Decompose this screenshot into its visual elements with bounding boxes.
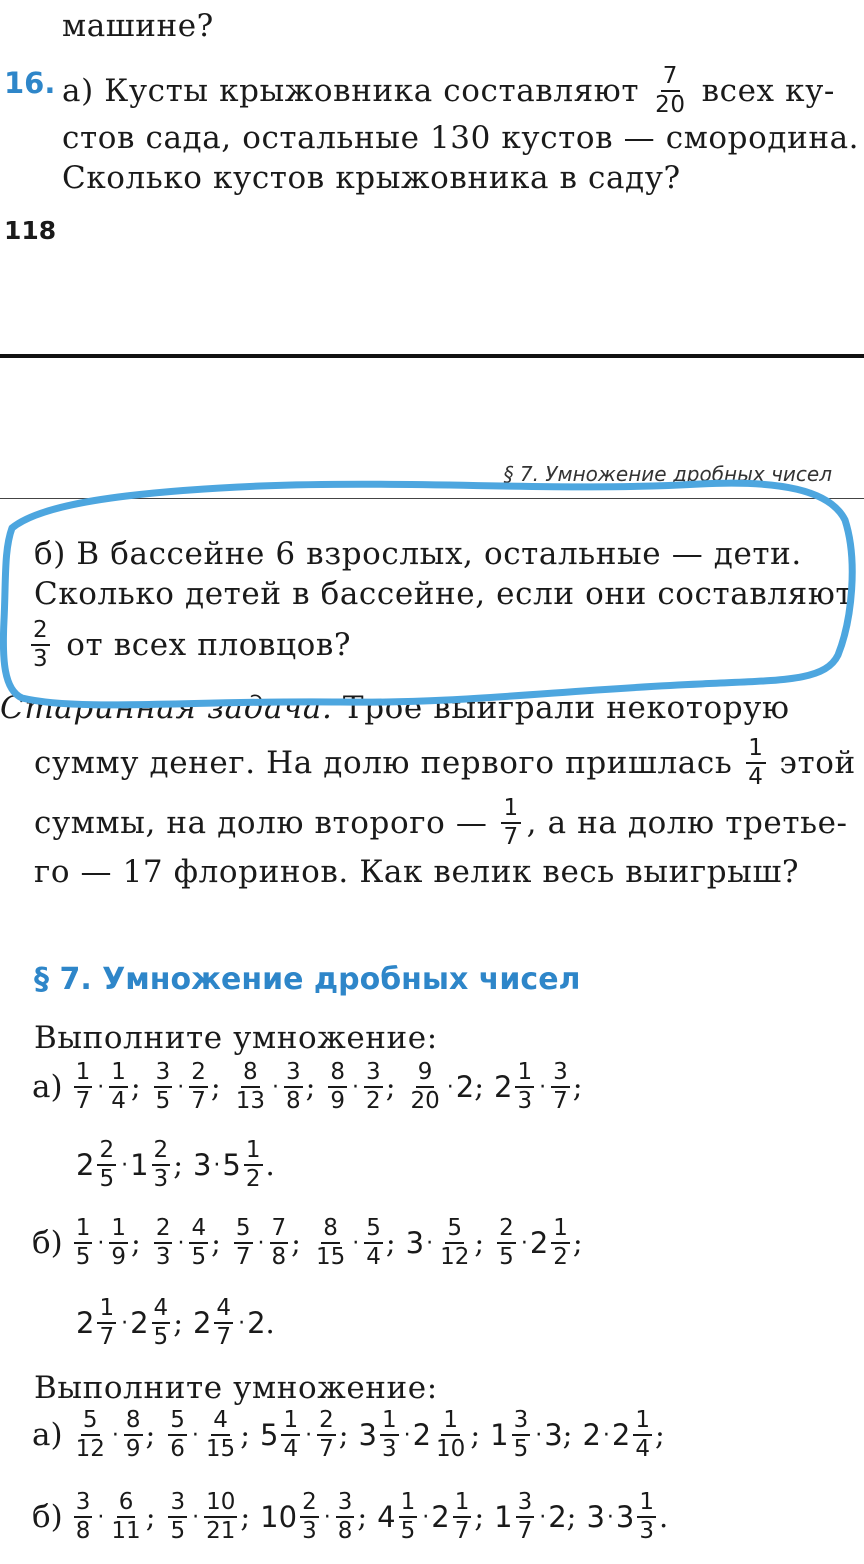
ex1-b-row2: 2 $\frac{1}{7}$ · 2 $\frac{4}{5}$ ; 2 $\frac{4}{7}$ · 2 .: [76, 1295, 275, 1350]
line-mashine: машине?: [62, 8, 214, 44]
expr: $\frac{3}{5}$ · $\frac{2}{7}$: [155, 1059, 206, 1114]
problem16-line2: стов сада, остальные 130 кустов — смородина.: [62, 120, 860, 156]
part-b-line2: Сколько детей в бассейне, если они составляют: [34, 576, 854, 612]
expr: $\frac{8}{15}$ · $\frac{5}{4}$: [315, 1215, 381, 1270]
expr: $\frac{1}{5}$ · $\frac{1}{9}$: [75, 1215, 127, 1270]
expr: $\frac{1}{7}$ · $\frac{1}{4}$: [75, 1059, 126, 1114]
ex2-a-row: а) $\frac{5}{12}$ · $\frac{8}{9}$ ; $\frac{5}{6}$ · $\frac{4}{15}$ ; 5 $\frac{1}{4}$ · $\frac{2}{7}$ ; 3 $\frac{1}{3}$ · 2 $\frac{1}{10}$ ; 1 $\frac{3}{5}$ · 3 ; 2 · 2 $\frac{1}{4}$ ;: [32, 1407, 665, 1462]
problem-number-16: 16.: [4, 66, 56, 100]
old-task-line4: го — 17 флоринов. Как велик весь выигрыш?: [34, 854, 800, 890]
ex2-a-label: а): [32, 1417, 63, 1453]
old-task-line1: Старинная задача. Трое выиграли некоторую: [0, 690, 790, 726]
expr: 1 $\frac{3}{5}$ · 3: [490, 1407, 563, 1462]
old-task-line3: суммы, на долю второго — $\frac{1}{7}$ , а на долю третье-: [34, 795, 848, 850]
expr: 5 $\frac{1}{4}$ · $\frac{2}{7}$: [259, 1407, 334, 1462]
expr: $\frac{2}{3}$ · $\frac{4}{5}$: [155, 1215, 207, 1270]
ex1-b-row1: б) $\frac{1}{5}$ · $\frac{1}{9}$ ; $\frac{2}{3}$ · $\frac{4}{5}$ ; $\frac{5}{7}$ · $\frac{7}{8}$ ; $\frac{8}{15}$ · $\frac{5}{4}$ ; 3 · $\frac{5}{12}$ ; $\frac{2}{5}$ · 2 $\frac{1}{2}$ ;: [32, 1215, 583, 1270]
ex1-a-row1: а) $\frac{1}{7}$ · $\frac{1}{4}$ ; $\frac{3}{5}$ · $\frac{2}{7}$ ; $\frac{8}{13}$ · $\frac{3}{8}$ ; $\frac{8}{9}$ · $\frac{3}{2}$ ; $\frac{9}{20}$ · 2 ; 2 $\frac{1}{3}$ · $\frac{3}{7}$ ;: [32, 1059, 583, 1114]
page-number: 118: [4, 216, 57, 245]
section-title: § 7. Умножение дробных чисел: [34, 962, 581, 997]
ex1-a-row2: 2 $\frac{2}{5}$ · 1 $\frac{2}{3}$ ; 3 · 5 $\frac{1}{2}$ .: [76, 1137, 275, 1192]
fraction-1-4: $\frac{1}{4}$: [748, 735, 764, 790]
expr: 2 $\frac{1}{7}$ · 2 $\frac{4}{5}$: [76, 1295, 169, 1350]
expr: 1 $\frac{3}{7}$ · 2: [494, 1489, 567, 1544]
ex2-b-row: б) $\frac{3}{8}$ · $\frac{6}{11}$ ; $\frac{3}{5}$ · $\frac{10}{21}$ ; 10 $\frac{2}{3}$ · $\frac{3}{8}$ ; 4 $\frac{1}{5}$ · 2 $\frac{1}{7}$ ; 1 $\frac{3}{7}$ · 2 ; 3 · 3 $\frac{1}{3}$ .: [32, 1489, 669, 1544]
expr: 2 $\frac{1}{3}$ · $\frac{3}{7}$: [493, 1059, 568, 1114]
ex1-b-label: б): [32, 1225, 63, 1261]
ex1-intro: Выполните умножение:: [34, 1020, 438, 1056]
problem16-line1: а) Кусты крыжовника составляют $\frac{7}{20}$ всех ку-: [62, 63, 835, 118]
expr: $\frac{5}{7}$ · $\frac{7}{8}$: [235, 1215, 287, 1270]
expr: $\frac{5}{12}$ · $\frac{8}{9}$: [75, 1407, 141, 1462]
expr: $\frac{8}{13}$ · $\frac{3}{8}$: [235, 1059, 301, 1114]
header-rule: [0, 498, 864, 499]
expr: 4 $\frac{1}{5}$ · 2 $\frac{1}{7}$: [377, 1489, 470, 1544]
expr: 2 · 2 $\frac{1}{4}$: [582, 1407, 650, 1462]
page-divider: [0, 354, 864, 358]
expr: $\frac{2}{5}$ · 2 $\frac{1}{2}$: [499, 1215, 568, 1270]
ex2-b-label: б): [32, 1499, 63, 1535]
expr: $\frac{5}{6}$ · $\frac{4}{15}$: [170, 1407, 236, 1462]
fraction-2-3: $\frac{2}{3}$: [33, 617, 49, 672]
ex1-a-label: а): [32, 1069, 63, 1105]
expr: 2 $\frac{2}{5}$ · 1 $\frac{2}{3}$: [76, 1137, 169, 1192]
problem16-line3: Сколько кустов крыжовника в саду?: [62, 160, 681, 196]
expr: $\frac{3}{5}$ · $\frac{10}{21}$: [170, 1489, 236, 1544]
expr: 3 · $\frac{5}{12}$: [405, 1215, 470, 1270]
fraction-1-7: $\frac{1}{7}$: [503, 795, 519, 850]
expr: 3 $\frac{1}{3}$ · 2 $\frac{1}{10}$: [358, 1407, 466, 1462]
expr: 3 · 3 $\frac{1}{3}$: [586, 1489, 654, 1544]
expr: $\frac{9}{20}$ · 2: [410, 1059, 475, 1114]
expr: 2 $\frac{4}{7}$ · 2: [192, 1295, 266, 1350]
ex2-intro: Выполните умножение:: [34, 1370, 438, 1406]
expr: 10 $\frac{2}{3}$ · $\frac{3}{8}$: [260, 1489, 353, 1544]
expr: $\frac{3}{8}$ · $\frac{6}{11}$: [75, 1489, 141, 1544]
expr: $\frac{8}{9}$ · $\frac{3}{2}$: [330, 1059, 381, 1114]
running-header: § 7. Умножение дробных чисел: [503, 462, 832, 486]
part-b-line3: $\frac{2}{3}$ от всех пловцов?: [33, 617, 352, 672]
part-b-line1: б) В бассейне 6 взрослых, остальные — дети.: [34, 536, 802, 572]
expr: 3 · 5 $\frac{1}{2}$: [192, 1137, 261, 1192]
fraction-7-20: $\frac{7}{20}$: [655, 63, 686, 118]
old-task-line2: сумму денег. На долю первого пришлась $\frac{1}{4}$ этой: [34, 735, 856, 790]
